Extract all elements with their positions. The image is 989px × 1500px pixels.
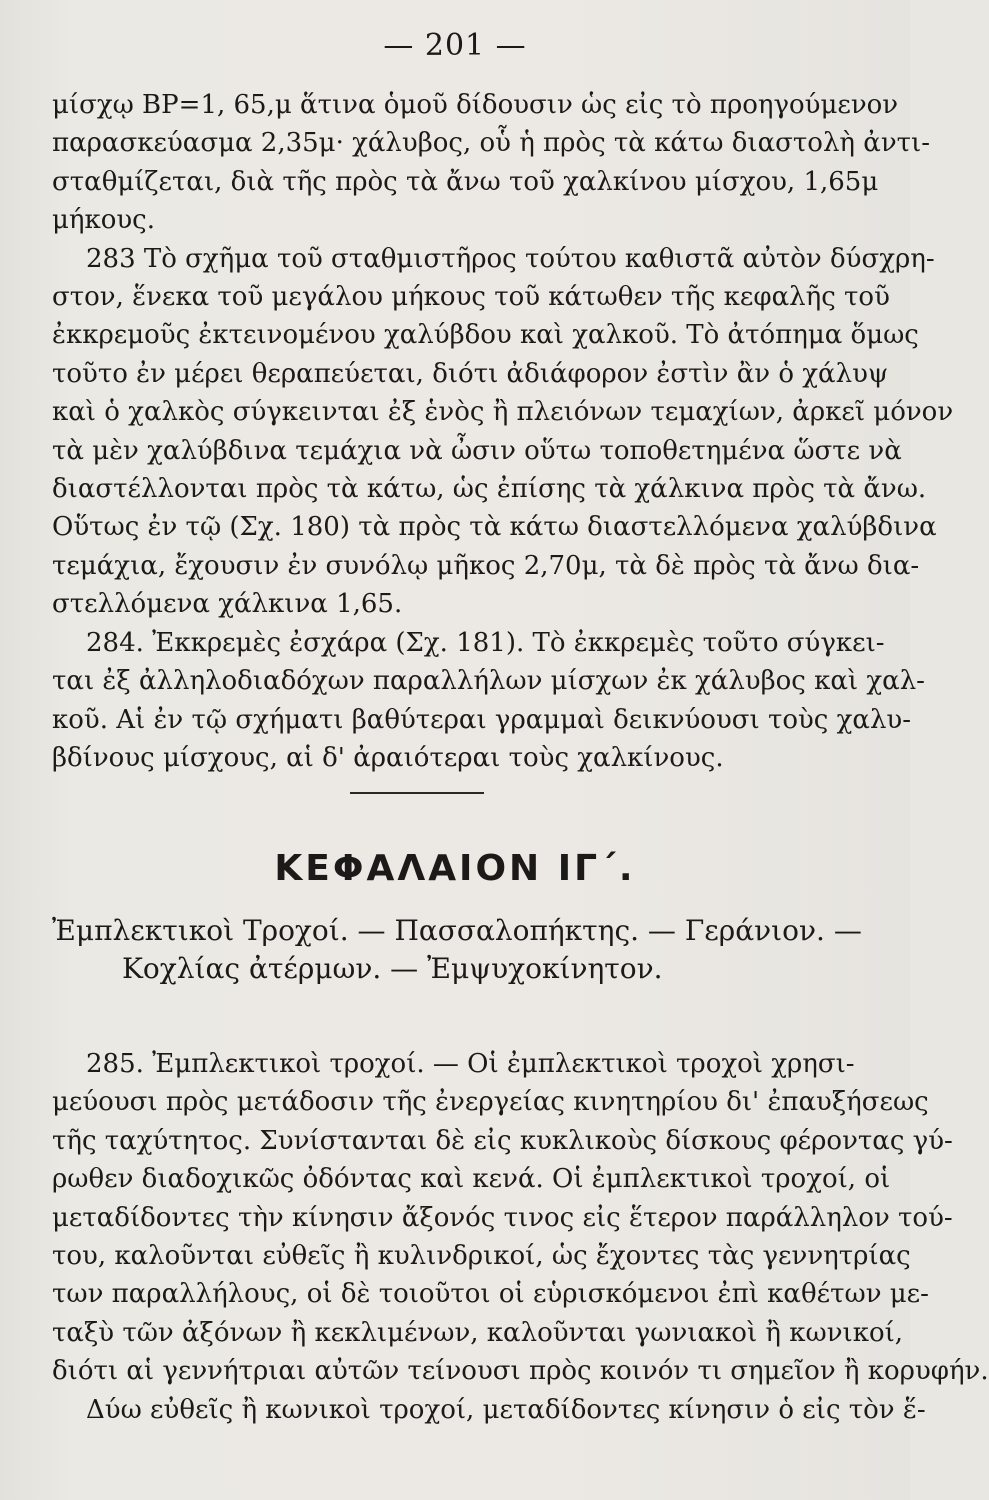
text-line: τῆς ταχύτητος. Συνίστανται δὲ εἰς κυκλικοὺς δίσκους φέροντας γύ- xyxy=(52,1125,953,1156)
text-line: Δύω εὐθεῖς ἢ κωνικοὶ τροχοί, μεταδίδοντες κίνησιν ὁ εἰς τὸν ἕ- xyxy=(86,1394,926,1425)
text-line: μήκους. xyxy=(52,205,156,236)
text-line: 285. Ἐμπλεκτικοὶ τροχοί. — Οἱ ἐμπλεκτικοὶ τροχοὶ χρησι- xyxy=(86,1049,855,1079)
text-line: τὰ μὲν χαλύβδινα τεμάχια νὰ ὦσιν οὕτω τοποθετημένα ὥστε νὰ xyxy=(52,435,902,466)
text-line: στελλόμενα χάλκινα 1,65. xyxy=(52,589,403,620)
text-line: μεύουσι πρὸς μετάδοσιν τῆς ἐνεργείας κινητηρίου δι' ἐπαυξήσεως xyxy=(52,1087,929,1118)
text-line: ταξὺ τῶν ἀξόνων ἢ κεκλιμένων, καλοῦνται γωνιακοὶ ἢ κωνικοί, xyxy=(52,1317,904,1348)
text-line: διότι αἱ γεννήτριαι αὐτῶν τείνουσι πρὸς κοινόν τι σημεῖον ἢ κορυφήν. xyxy=(52,1356,989,1387)
chapter-subheading: Ἐμπλεκτικοὶ Τροχοί. — Πασσαλοπήκτης. — Γεράνιον. — xyxy=(52,914,862,947)
text-line: του, καλοῦνται εὐθεῖς ἢ κυλινδρικοί, ὡς ἔχοντες τὰς γεννητρίας xyxy=(52,1241,911,1272)
chapter-subheadings xyxy=(52,912,862,988)
text-line: ἐκκρεμοῦς ἐκτεινομένου χαλύβδου καὶ χαλκοῦ. Τὸ ἀτόπημα ὅμως xyxy=(52,320,919,351)
text-line: σταθμίζεται, διὰ τῆς πρὸς τὰ ἄνω τοῦ χαλκίνου μίσχου, 1,65μ xyxy=(52,166,879,197)
text-line: καὶ ὁ χαλκὸς σύγκεινται ἐξ ἑνὸς ἢ πλειόνων τεμαχίων, ἀρκεῖ μόνον xyxy=(52,397,954,428)
text-line: 283 Τὸ σχῆμα τοῦ σταθμιστῆρος τούτου καθιστᾶ αὐτὸν δύσχρη- xyxy=(86,243,935,274)
text-line: ρωθεν διαδοχικῶς ὀδόντας καὶ κενά. Οἱ ἐμπλεκτικοὶ τροχοί, οἱ xyxy=(52,1164,891,1195)
text-line: κοῦ. Αἱ ἐν τῷ σχήματι βαθύτεραι γραμμαὶ δεικνύουσι τοὺς χαλυ- xyxy=(52,704,912,735)
text-line: στον, ἕνεκα τοῦ μεγάλου μήκους τοῦ κάτωθεν τῆς κεφαλῆς τοῦ xyxy=(52,282,890,313)
text-line: 284. Ἐκκρεμὲς ἐσχάρα (Σχ. 181). Τὸ ἐκκρεμὲς τοῦτο σύγκει- xyxy=(86,627,885,658)
text-line: παρασκεύασμα 2,35μ· χάλυβος, οὗ ἡ πρὸς τὰ κάτω διαστολὴ ἀντι- xyxy=(52,128,930,159)
text-line: βδίνους μίσχους, αἱ δ' ἀραιότεραι τοὺς χαλκίνους. xyxy=(52,742,724,773)
text-line: μίσχῳ ΒΡ=1, 65,μ ἅτινα ὁμοῦ δίδουσιν ὡς εἰς τὸ προηγούμενον xyxy=(52,90,899,120)
text-block-top xyxy=(52,86,954,777)
text-block-bottom xyxy=(52,1045,989,1429)
text-line: ται ἐξ ἀλληλοδιαδόχων παραλλήλων μίσχων ἐκ χάλυβος καὶ χαλ- xyxy=(52,666,925,697)
text-line: διαστέλλονται πρὸς τὰ κάτω, ὡς ἐπίσης τὰ χάλκινα πρὸς τὰ ἄνω. xyxy=(52,474,927,505)
chapter-title: ΚΕΦΑΛΑΙΟΝ ΙΓ΄. xyxy=(274,848,636,889)
page-number: — 201 — xyxy=(383,28,527,63)
section-divider xyxy=(350,792,484,794)
text-line: Οὕτως ἐν τῷ (Σχ. 180) τὰ πρὸς τὰ κάτω διαστελλόμενα χαλύβδινα xyxy=(52,512,937,543)
text-line: των παραλλήλους, οἱ δὲ τοιοῦτοι οἱ εὑρισκόμενοι ἐπὶ καθέτων με- xyxy=(52,1279,929,1310)
text-line: τεμάχια, ἔχουσιν ἐν συνόλῳ μῆκος 2,70μ, τὰ δὲ πρὸς τὰ ἄνω δια- xyxy=(52,550,920,581)
chapter-subheading: Κοχλίας ἀτέρμων. — Ἐμψυχοκίνητον. xyxy=(122,952,663,985)
text-line: μεταδίδοντες τὴν κίνησιν ἄξονός τινος εἰς ἕτερον παράλληλον τού- xyxy=(52,1202,953,1233)
text-line: τοῦτο ἐν μέρει θεραπεύεται, διότι ἀδιάφορον ἐστὶν ἂν ὁ χάλυψ xyxy=(52,358,889,389)
